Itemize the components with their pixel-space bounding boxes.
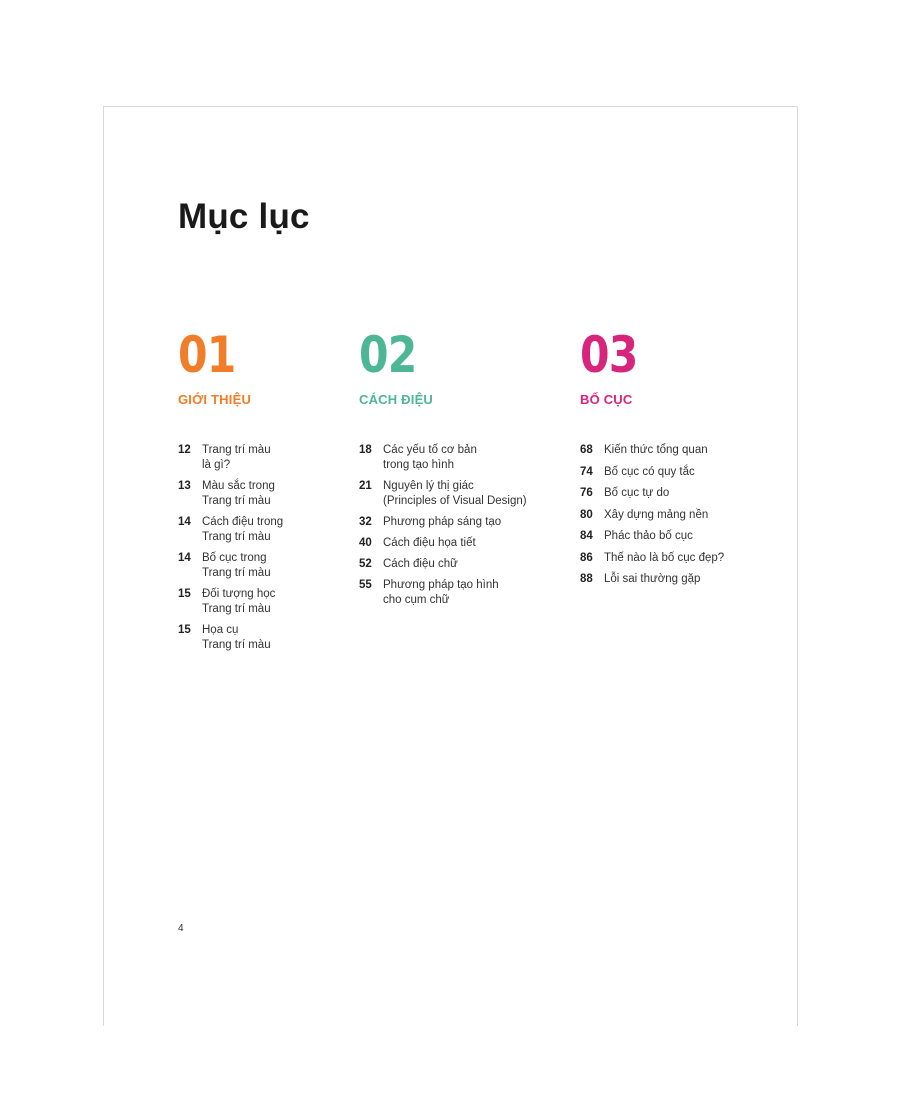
toc-entry[interactable] [178,551,378,581]
toc-page-number: 84 [580,530,593,542]
toc-page-number: 14 [178,516,191,528]
toc-page-number: 76 [580,487,593,499]
toc-entry-title: Trang trí màu là gì? [202,444,271,471]
toc-entry[interactable] [580,529,780,544]
toc-entry-title: Lỗi sai thường gặp [604,573,701,585]
toc-page-number: 21 [359,480,372,492]
page-number: 4 [178,923,184,934]
section-title: CÁCH ĐIỆU [359,392,434,407]
toc-page-number: 40 [359,537,372,549]
toc-entry-title: Phác thảo bố cục [604,530,693,542]
toc-entry-title: Họa cụ Trang trí màu [202,624,271,651]
toc-page-number: 13 [178,480,191,492]
toc-entry[interactable] [359,578,559,608]
toc-page-number: 32 [359,516,372,528]
section-number: 02 [359,326,417,384]
toc-page-number: 52 [359,558,372,570]
toc-page-number: 14 [178,552,191,564]
toc-entry[interactable] [359,515,559,530]
toc-entry-title: Cách điệu họa tiết [383,537,476,549]
toc-page-number: 55 [359,579,372,591]
toc-entry-title: Đối tượng học Trang trí màu [202,588,276,615]
section-gioi-thieu [178,325,378,659]
section-cach-dieu [359,325,559,614]
toc-entry-title: Xây dựng mảng nền [604,508,709,521]
toc-page-number: 88 [580,573,593,585]
toc-entry[interactable] [359,557,559,572]
section-number: 03 [580,326,638,384]
toc-entry-title: Cách điệu chữ [383,558,458,570]
toc-entry-title: Cách điệu trong Trang trí màu [202,516,284,543]
toc-list [580,443,780,587]
toc-entry[interactable] [359,443,559,473]
book-page [103,106,798,1026]
toc-list [178,443,378,653]
toc-entry[interactable] [580,465,780,480]
toc-entry-title: Bố cục tự do [604,487,670,499]
toc-list [359,443,559,608]
toc-entry-title: Thế nào là bố cục đẹp? [604,551,725,564]
toc-entry[interactable] [580,572,780,587]
toc-entry-title: Kiến thức tổng quan [604,444,708,456]
toc-entry[interactable] [580,508,780,523]
toc-entry[interactable] [359,536,559,551]
toc-entry-title: Nguyên lý thị giác (Principles of Visual Design) [383,480,527,507]
toc-entry-title: Các yếu tố cơ bản trong tạo hình [383,444,477,471]
toc-page-number: 86 [580,551,593,564]
page-title: Mục lục [178,197,310,236]
toc-page-number: 15 [178,588,191,600]
toc-page-number: 74 [580,465,593,478]
toc-entry-title: Bố cục trong Trang trí màu [202,552,271,579]
toc-entry[interactable] [359,479,559,509]
toc-page-number: 15 [178,624,191,636]
toc-entry[interactable] [178,623,378,653]
toc-entry[interactable] [178,515,378,545]
toc-page-number: 80 [580,508,593,521]
toc-entry[interactable] [580,443,780,458]
toc-entry-title: Bố cục có quy tắc [604,465,695,478]
toc-page-number: 12 [178,444,191,456]
section-bo-cuc [580,325,780,594]
toc-entry[interactable] [178,443,378,473]
toc-entry[interactable] [580,551,780,566]
toc-entry-title: Phương pháp tạo hình cho cụm chữ [383,579,499,606]
toc-entry[interactable] [178,479,378,509]
section-title: BỐ CỤC [580,392,633,407]
toc-entry[interactable] [580,486,780,501]
toc-entry-title: Phương pháp sáng tạo [383,516,502,528]
toc-entry-title: Màu sắc trong Trang trí màu [202,480,275,507]
section-number: 01 [178,326,236,384]
toc-entry[interactable] [178,587,378,617]
section-title: GIỚI THIỆU [178,392,252,407]
toc-page-number: 68 [580,444,593,456]
toc-page-number: 18 [359,444,372,456]
